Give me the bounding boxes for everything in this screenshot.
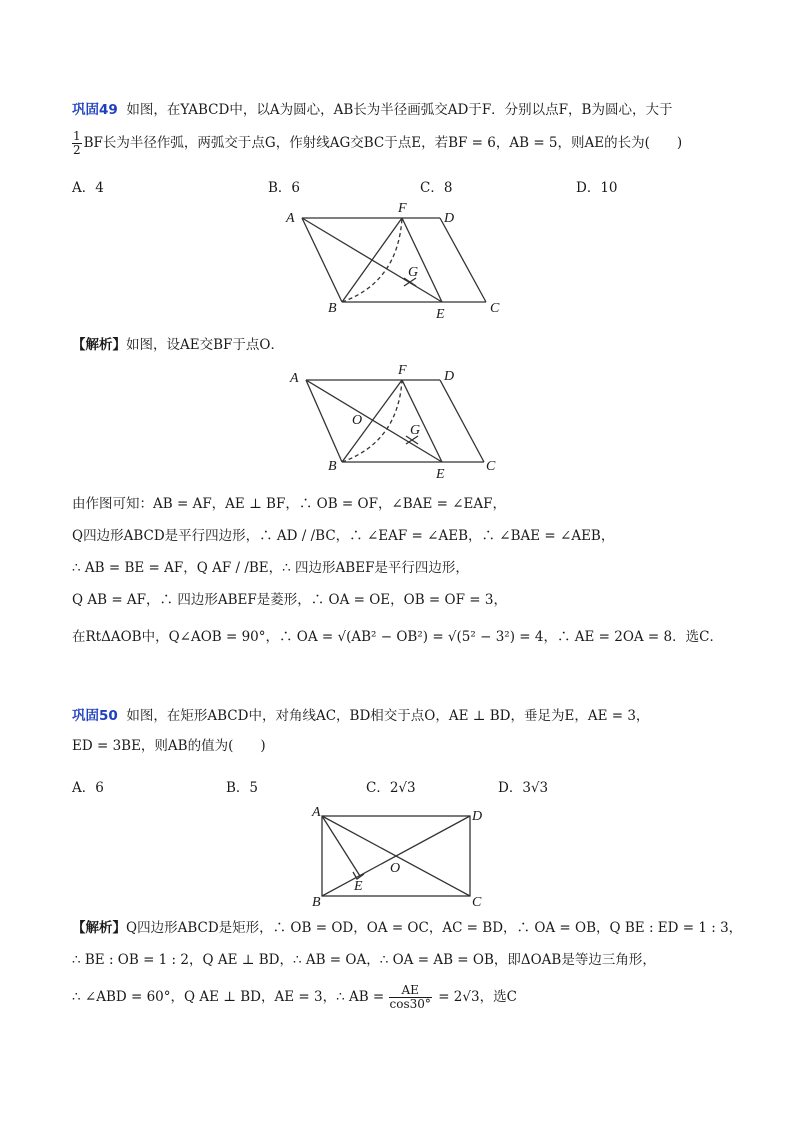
- q50-option-c[interactable]: C．2√3: [366, 780, 416, 796]
- label2-f: F: [398, 363, 407, 378]
- q50-sol-line-1: Q四边形ABCD是矩形，∴ OB = OD，OA = OC，AC = BD，∴ OA = OB，Q BE : ED = 1 : 3，: [126, 920, 743, 936]
- q50-line1: [72, 706, 649, 726]
- q49-sol-line-2: Q四边形ABCD是平行四边形，∴ AD / /BC，∴ ∠EAF = ∠AEB，∴ ∠BAE = ∠AEB，: [72, 528, 615, 544]
- q49-stem-1: 如图，在YABCD中，以A为圆心，AB长为半径画弧交AD于F．分别以点F，B为圆心，大于: [126, 102, 673, 118]
- label-c: C: [472, 895, 482, 910]
- q50-rectangle-figure: [300, 800, 500, 912]
- label-e: E: [436, 307, 445, 322]
- q50-last-post: = 2√3，选C: [438, 989, 517, 1005]
- segment-ae: [322, 816, 360, 876]
- label2-o: O: [352, 413, 363, 428]
- label-o: O: [390, 861, 401, 876]
- q49-option-b[interactable]: B．6: [268, 180, 301, 196]
- q50-frac-den: cos30°: [389, 997, 431, 1011]
- label2-g: G: [410, 423, 421, 438]
- label2-d: D: [444, 369, 455, 384]
- q49-solution-figure: [280, 358, 510, 488]
- label2-b: B: [328, 459, 337, 474]
- label-b: B: [312, 895, 321, 910]
- q50-solution-line1: [72, 918, 742, 938]
- q50-frac-num: AE: [389, 984, 432, 998]
- q49-sol-line-5: 在RtΔAOB中，Q∠AOB = 90°，∴ OA = √(AB² − OB²) = √(5² − 3²) = 4，∴ AE = 2OA = 8．选C．: [72, 629, 723, 645]
- q49-solution-intro-text: 如图，设AE交BF于点O．: [126, 337, 284, 353]
- label-a: A: [312, 805, 321, 820]
- q50-option-a[interactable]: A．6: [72, 780, 104, 796]
- q49-tag: 巩固49: [72, 102, 118, 118]
- label2-a: A: [290, 371, 299, 386]
- q49-frac-den: 2: [73, 143, 81, 157]
- q49-option-d[interactable]: D．10: [576, 180, 618, 196]
- label-c: C: [490, 301, 500, 316]
- q49-option-c[interactable]: C．8: [420, 180, 453, 196]
- q50-sol-line-2: ∴ BE : OB = 1 : 2，Q AE ⊥ BD，∴ AB = OA，∴ OA = AB = OB，即ΔOAB是等边三角形，: [72, 952, 656, 968]
- q49-sol-line-3: ∴ AB = BE = AF，Q AF / /BE，∴ 四边形ABEF是平行四边形，: [72, 560, 469, 576]
- q50-solution-head: 【解析】: [72, 920, 126, 936]
- label-g: G: [408, 265, 419, 280]
- q49-stem-2: BF长为半径作弧，两弧交于点G，作射线AG交BC于点E，若BF = 6，AB = 5，则AE的长为( ): [83, 135, 683, 151]
- q50-sol-line-3: [72, 984, 517, 1011]
- q49-solution-head: 【解析】: [72, 337, 126, 353]
- label-b: B: [328, 301, 337, 316]
- q49-option-a[interactable]: A．4: [72, 180, 104, 196]
- label2-e: E: [436, 467, 445, 482]
- q49-line1: [72, 100, 672, 120]
- q50-option-d[interactable]: D．3√3: [498, 780, 549, 796]
- q49-parallelogram-figure: [280, 196, 510, 326]
- q50-stem-2: ED = 3BE，则AB的值为( ): [72, 738, 266, 754]
- segment-bf: [342, 218, 402, 302]
- q50-last-pre: ∴ ∠ABD = 60°，Q AE ⊥ BD，AE = 3，∴ AB =: [72, 989, 385, 1005]
- q49-line2: [72, 130, 682, 157]
- q49-sol-line-1: 由作图可知：AB = AF，AE ⊥ BF，∴ OB = OF，∠BAE = ∠EAF，: [72, 496, 506, 512]
- q50-stem-1: 如图，在矩形ABCD中，对角线AC，BD相交于点O，AE ⊥ BD，垂足为E，AE = 3，: [126, 708, 650, 724]
- label2-c: C: [486, 459, 496, 474]
- q49-frac-num: 1: [73, 129, 81, 143]
- q49-sol-line-4: Q AB = AF，∴ 四边形ABEF是菱形，∴ OA = OE，OB = OF = 3，: [72, 592, 507, 608]
- q49-half-fraction: [72, 130, 82, 157]
- label-a: A: [286, 211, 295, 226]
- label-d: D: [444, 211, 455, 226]
- q50-option-b[interactable]: B．5: [226, 780, 259, 796]
- q50-cos-fraction: [389, 984, 432, 1011]
- label-d: D: [472, 809, 483, 824]
- segment-dc: [440, 218, 486, 302]
- q50-tag: 巩固50: [72, 708, 118, 724]
- label-e: E: [354, 879, 363, 894]
- q49-solution-intro: [72, 335, 284, 355]
- label-f: F: [398, 201, 407, 216]
